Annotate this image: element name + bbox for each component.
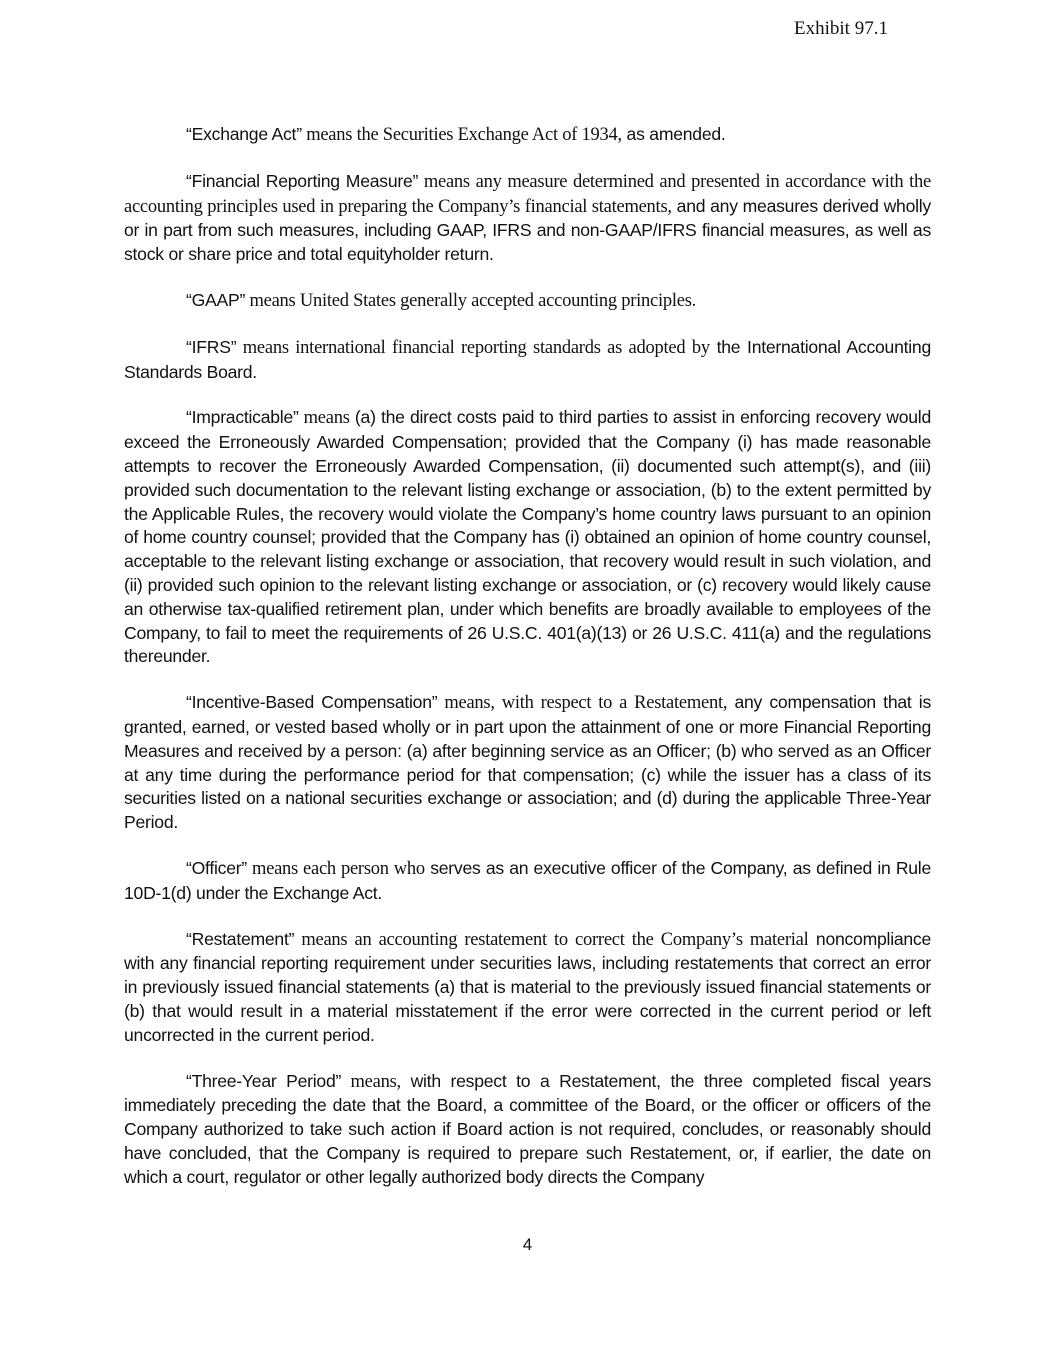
defined-term: IFRS [191, 336, 231, 357]
page-number: 4 [522, 1235, 533, 1254]
defined-term: Officer [191, 857, 242, 878]
definitions-section [124, 123, 931, 1211]
definition-officer: “Officer” means each person who serves as an executive officer of the Company, as defined in Rule 10D-1(d) under the Exchange Act. [124, 857, 931, 903]
definition-restatement: “Restatement” means an accounting restatement to correct the Company’s material noncompliance with any financial reporting requirement under securities laws, including restatements that correct an error in previously issued financial statements (a) that is material to the previously issued financial statements or (b) that would result in a material misstatement if the error were corrected in the current period or left uncorrected in the current period. [124, 928, 932, 1045]
definition-body: and any measures derived wholly or in part from such measures, including GAAP, IFRS and non-GAAP/IFRS financial measures, as well as stock or share price and total equityholder return. [124, 195, 931, 265]
defined-term: Incentive-Based Compensation [191, 692, 432, 713]
definition-three-year-period: “Three-Year Period” means, with respect to a Restatement, the three completed fiscal years immediately preceding the date that the Board, a committee of the Board, or the officer or officers of the Company authorized to take such action if Board action is not required, concludes, or reasonably should have concluded, that the Company is required to prepare such Restatement, or, if earlier, the date on which a court, regulator or other legally authorized body directs the Company [124, 1070, 931, 1187]
definition-ifrs: “IFRS” means international financial reporting standards as adopted by the International Accounting Standards Board. [124, 336, 931, 382]
definition-lead: means United States generally accepted accounting principles. [245, 290, 697, 311]
definition-exchange-act: “Exchange Act” means the Securities Exchange Act of 1934, as amended. [186, 124, 726, 145]
defined-term: GAAP [191, 289, 240, 310]
defined-term: Impracticable [191, 407, 293, 428]
defined-term: Exchange Act [191, 124, 297, 144]
defined-term: Restatement [191, 928, 289, 949]
definition-body: with respect to a Restatement, the three completed fiscal years immediately preceding the date that the Board, a committee of the Board, or the officer or officers of the Company authorized to take such action if Board action is not required, concludes, or reasonably should have concluded, that the Company is required to prepare such Restatement, or, if earlier, the date on which a court, regulator or other legally authorized body directs the Company [124, 1070, 931, 1187]
definition-lead: means international financial reporting standards as adopted by [236, 337, 710, 358]
definition-financial-reporting-measure: “Financial Reporting Measure” means any measure determined and presented in accordance with the accounting principles used in preparing the Company’s financial statements, and any measures derived wholly or in part from such measures, including GAAP, IFRS and non-GAAP/IFRS financial measures, as well as stock or share price and total equityholder return. [124, 170, 931, 265]
definition-body: the International Accounting Standards Board. [124, 336, 931, 382]
definition-lead: means the Securities Exchange Act of 1934, [301, 125, 622, 145]
defined-term: Financial Reporting Measure [191, 170, 413, 191]
definition-body: serves as an executive officer of the Company, as defined in Rule 10D-1(d) under the Exchange Act. [124, 857, 931, 903]
definition-lead: means, with respect to a Restatement, [437, 693, 728, 714]
definition-body: (a) the direct costs paid to third parties to assist in enforcing recovery would exceed the Erroneously Awarded Compensation; provided that the Company (i) has made reasonable attempts to recover the Erroneously Awarded Compensation, (ii) documented such attempt(s), and (iii) provided such documentation to the relevant listing exchange or association, (b) to the extent permitted by the Applicable Rules, the recovery would violate the Company’s home country laws pursuant to an opinion of home country counsel; provided that the Company has (i) obtained an opinion of home country counsel, acceptable to the relevant listing exchange or association, that recovery would result in such violation, and (ii) provided such opinion to the relevant listing exchange or association, or (c) recovery would likely cause an otherwise tax-qualified retirement plan, under which benefits are broadly available to employees of the Company, to fail to meet the requirements of 26 U.S.C. 401(a)(13) or 26 U.S.C. 411(a) and the regulations thereunder. [124, 407, 931, 667]
definition-incentive-based-compensation: “Incentive-Based Compensation” means, with respect to a Restatement, any compensation that is granted, earned, or vested based wholly or in part upon the attainment of one or more Financial Reporting Measures and received by a person: (a) after beginning service as an Officer; (b) who served as an Officer at any time during the performance period for that compensation; (c) while the issuer has a class of its securities listed on a national securities exchange or association; and (d) during the applicable Three-Year Period. [124, 692, 931, 833]
exhibit-label: Exhibit 97.1 [794, 18, 888, 39]
definition-impracticable: “Impracticable” means (a) the direct costs paid to third parties to assist in enforcing recovery would exceed the Erroneously Awarded Compensation; provided that the Company (i) has made reasonable attempts to recover the Erroneously Awarded Compensation, (ii) documented such attempt(s), and (iii) provided such documentation to the relevant listing exchange or association, (b) to the extent permitted by the Applicable Rules, the recovery would violate the Company’s home country laws pursuant to an opinion of home country counsel; provided that the Company has (i) obtained an opinion of home country counsel, acceptable to the relevant listing exchange or association, that recovery would result in such violation, and (ii) provided such opinion to the relevant listing exchange or association, or (c) recovery would likely cause an otherwise tax-qualified retirement plan, under which benefits are broadly available to employees of the Company, to fail to meet the requirements of 26 U.S.C. 401(a)(13) or 26 U.S.C. 411(a) and the regulations thereunder. [124, 407, 931, 667]
definition-gaap: “GAAP” means United States generally accepted accounting principles. [186, 289, 697, 311]
definition-lead: means, [341, 1071, 401, 1092]
definition-body: as amended. [621, 124, 726, 144]
definition-lead: means any measure determined and presented in accordance with the accounting principles used in preparing the Company’s financial statements, [124, 171, 931, 217]
definition-body: any compensation that is granted, earned, or vested based wholly or in part upon the attainment of one or more Financial Reporting Measures and received by a person: (a) after beginning service as an Officer; (b) who served as an Officer at any time during the performance period for that compensation; (c) while the issuer has a class of its securities listed on a national securities exchange or association; and (d) during the applicable Three-Year Period. [124, 692, 931, 833]
definition-lead: means each person who [246, 858, 425, 879]
defined-term: Three-Year Period [191, 1070, 336, 1091]
definition-body: noncompliance with any financial reporting requirement under securities laws, including restatements that correct an error in previously issued financial statements (a) that is material to the previously issued financial statements or (b) that would result in a material misstatement if the error were corrected in the current period or left uncorrected in the current period. [124, 928, 932, 1045]
definition-lead: means an accounting restatement to correct the Company’s material [294, 929, 809, 950]
definition-lead: means [298, 408, 350, 429]
